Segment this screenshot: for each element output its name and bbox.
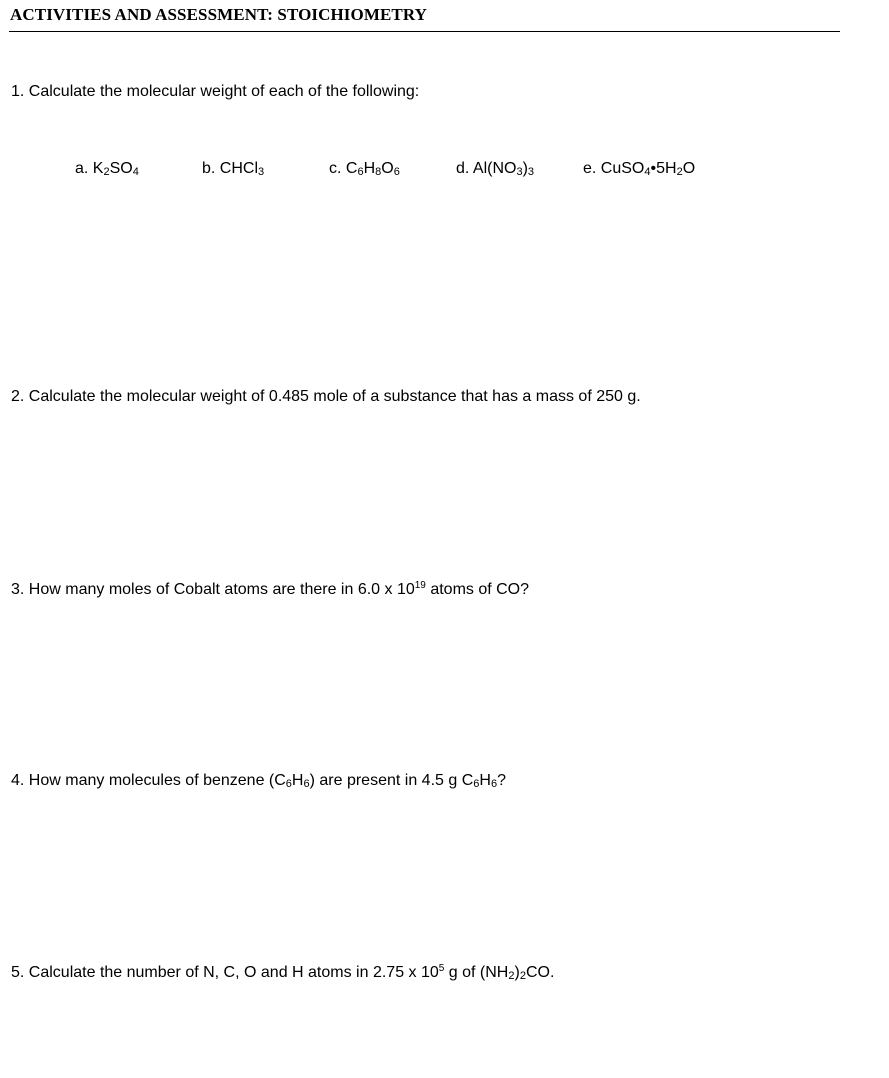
subscript: 2 (508, 970, 515, 982)
page-title: ACTIVITIES AND ASSESSMENT: STOICHIOMETRY (10, 5, 428, 24)
formula-part: ) (522, 160, 528, 177)
question-text: atoms of CO? (425, 581, 530, 598)
choice-e-cuso4-5h2o (583, 159, 695, 180)
question-4 (11, 771, 506, 792)
subscript: 4 (644, 166, 651, 178)
subscript: 3 (527, 166, 535, 178)
question-2: 2. Calculate the molecular weight of 0.485 mole of a substance that has a mass of 250 g. (11, 388, 641, 405)
subscript: 6 (303, 778, 310, 790)
question-3 (11, 580, 529, 602)
formula-part: H (363, 160, 376, 177)
choice-label: c. (329, 160, 346, 177)
question-text: 5. Calculate the number of N, C, O and H atoms in 2.75 x 10 (11, 964, 439, 981)
question-text: 3. How many moles of Cobalt atoms are there in 6.0 x 10 (11, 581, 415, 598)
subscript: 4 (132, 166, 139, 178)
choice-label: d. (456, 160, 473, 177)
question-5 (11, 963, 554, 985)
question-text: g of (NH (444, 964, 509, 981)
question-1: 1. Calculate the molecular weight of each of the following: (11, 83, 420, 100)
formula-part: K (92, 160, 104, 177)
question-text: H (291, 772, 304, 789)
subscript: 3 (258, 166, 265, 178)
question-text: ? (497, 772, 506, 789)
subscript: 8 (375, 166, 382, 178)
formula-part: O (381, 160, 394, 177)
subscript: 2 (519, 970, 526, 982)
subscript: 2 (676, 166, 683, 178)
choice-d-al-no3-3 (456, 159, 534, 180)
subscript: 6 (393, 166, 400, 178)
subscript: 6 (490, 778, 498, 790)
choice-a-k2so4 (75, 159, 139, 180)
formula-part: C (345, 160, 358, 177)
title-underline-rule (9, 31, 840, 32)
formula-part: CHCl (219, 160, 259, 177)
question-text: CO. (525, 964, 555, 981)
formula-part: CuSO (600, 160, 645, 177)
question-text: ) are present in 4.5 g C (309, 772, 474, 789)
question-text: 4. How many molecules of benzene (C (11, 772, 286, 789)
choice-label: a. (75, 160, 93, 177)
choice-b-chcl3 (202, 159, 264, 180)
choice-label: b. (202, 160, 220, 177)
formula-part: SO (109, 160, 133, 177)
subscript: 6 (357, 166, 364, 178)
formula-part: Al(NO (472, 160, 517, 177)
subscript: 3 (516, 166, 523, 178)
subscript: 2 (103, 166, 110, 178)
question-text: H (479, 772, 491, 789)
superscript: 5 (438, 963, 445, 974)
superscript: 19 (414, 580, 426, 591)
formula-part: •5H (650, 160, 677, 177)
choice-c-c6h8o6 (329, 159, 400, 180)
subscript: 6 (285, 778, 292, 790)
subscript: 6 (473, 778, 480, 790)
question-text: ) (514, 964, 520, 981)
choice-label: e. (583, 160, 601, 177)
formula-part: O (682, 160, 696, 177)
